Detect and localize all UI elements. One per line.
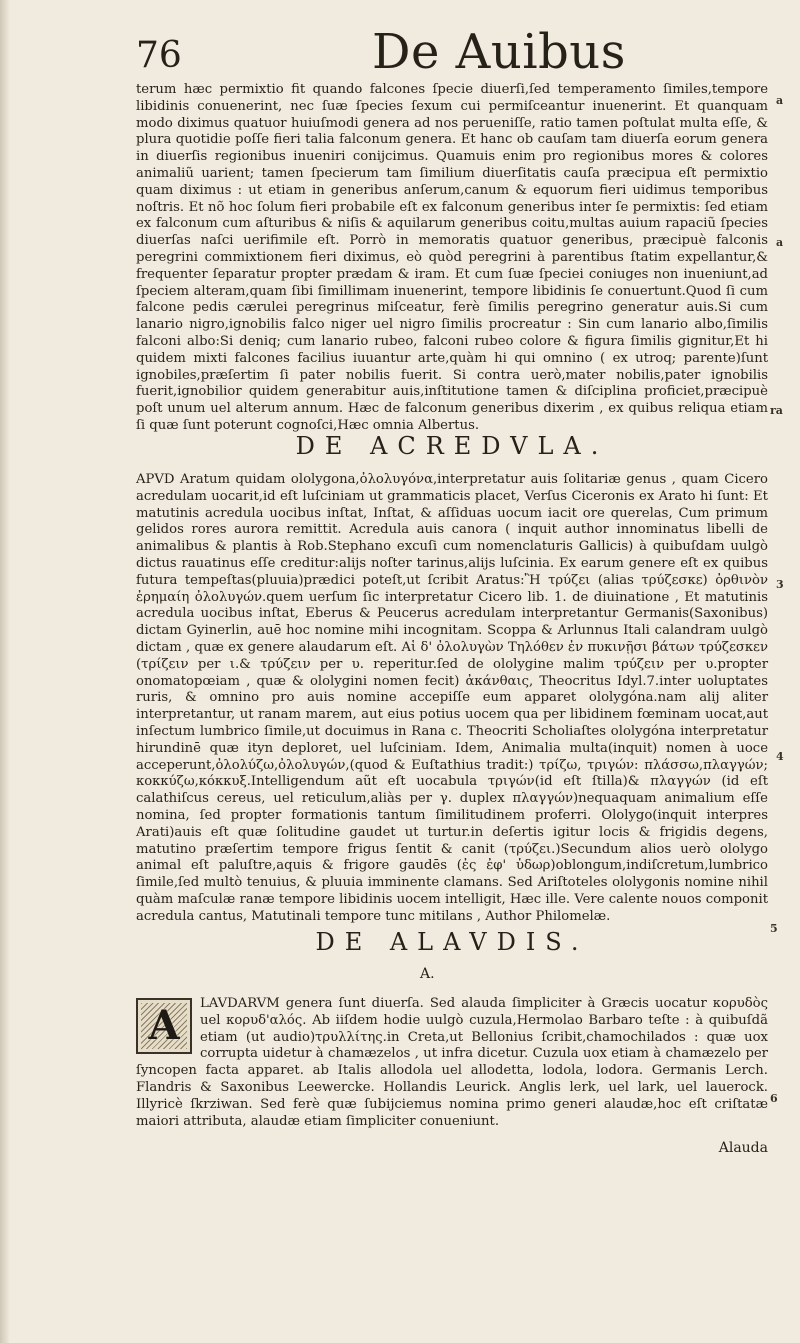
margin-mark: a — [776, 94, 784, 107]
initial-letter: A — [148, 1002, 180, 1049]
margin-mark: 5 — [770, 922, 778, 935]
heading-de-alaudis: DE ALAVDIS. — [315, 928, 589, 956]
decorated-initial — [136, 998, 192, 1054]
intro-text-block — [136, 82, 768, 435]
alaudis-text-block — [136, 996, 768, 1130]
catchword: Alauda — [718, 1140, 768, 1156]
running-title: De Auibus — [372, 24, 626, 80]
subheading-a: A. — [420, 966, 435, 982]
heading-de-acredula: DE ACREDVLA. — [295, 432, 609, 460]
intro-paragraph: terum hæc permixtio fit quando falcones ſpecie diuerſi,ſed temperamento ſimiles,tempore libidinis conuenerint, nec ſuæ ſpecies ſexum cui permiſceantur inuenerint. Et quanquam modo diximus quatuor huiuſmodi genera ad nos perueniſſe, ratio tamen poſtulat multa eſſe, & plura quotidie poſſe fieri talia falconum genera. Et hanc ob cauſam tam diuerſa eorum genera in diuerſis regionibus inueniri conijcimus. Quamuis enim pro regionibus mores & colores animaliũ uarient; tamen ſpecierum tam ſimilium diuerſitatis cauſa præcipua eſt permixtio quam diximus : ut etiam in generibus anſerum,canum & equorum fieri uidimus temporibus noſtris. Et nõ hoc ſolum fieri probabile eſt ex falconum generibus inter ſe permixtis: ſed etiam ex falconum cum aſturibus & niſis & aquilarum generibus coitu,multas auium rapaciũ ſpecies diuerſas naſci uerifimile eſt. Porrò in memoratis quatuor generibus, præcipuè falconis peregrini commixtionem fieri diximus, eò quòd peregrini à parentibus ſtatim expellantur,& frequenter ſeparatur propter prædam & iram. Et cum ſuæ ſpeciei coniuges non inueniunt,ad ſpeciem alteram,quam ſibi ſimillimam inuenerint, tempore libidinis ſe conuertunt.Quod ſi cum falcone pedis cærulei peregrinus miſceatur, ferè ſimilis peregrino generatur auis.Si cum lanario nigro,ignobilis falco niger uel nigro ſimilis procreatur : Sin cum lanario albo,ſimilis falconi albo:Si deniq; cum lanario rubeo, falconi rubeo colore & figura ſimilis gignitur,Et hi quidem mixti falcones facilius iuuantur arte,quàm hi qui omnino ( ex utroq; parente)ſunt ignobiles,præſertim ſi pater nobilis fuerit. Si contra uerò,mater nobilis,pater ignobilis fuerit,ignobilior quidem generabitur auis,inſtitutione tamen & diſciplina proficiet,præcipuè poſt unum uel alterum annum. Hæc de falconum generibus dixerim , ex quibus reliqua etiam ſi quæ ſunt poterunt cognoſci,Hæc omnia Albertus. — [136, 82, 768, 433]
margin-mark: a — [776, 236, 784, 249]
alaudis-paragraph: LAVDARVM genera ſunt diuerſa. Sed alauda ſimpliciter à Græcis uocatur κορυδὸς uel κορυδ'αλός. Ab iiſdem hodie uulgò cuzula,Hermolao Barbaro teſte : à quibuſdã etiam (ut audio)τρυλλίτης.in Creta,ut Bellonius ſcribit,chamochilados : quæ uox corrupta uidetur à chamæzelos , ut infra dicetur. Cuzula uox etiam à chamæzelo per ſyncopen facta apparet. ab Italis allodola uel allodetta, lodola, lodora. Germanis Lerch. Flandris & Saxonibus Leewercke. Hollandis Leurick. Anglis lerk, uel lark, uel lauerock. Illyricè ſkrziwan. Sed ferè quæ ſubijciemus nomina primo generi alaudæ,hoc eſt criſtatæ maiori attributa, alaudæ etiam ſimpliciter conueniunt. — [136, 996, 768, 1129]
margin-mark: 4 — [776, 750, 784, 763]
page-header — [136, 22, 776, 80]
margin-mark: ra — [770, 404, 783, 417]
margin-mark: 3 — [776, 578, 784, 591]
page-number: 76 — [136, 35, 182, 76]
acredula-text-block — [136, 472, 768, 926]
page-gutter-shadow — [0, 0, 10, 1343]
margin-mark: 6 — [770, 1092, 778, 1105]
acredula-paragraph: APVD Aratum quidam ololygona,ὀλολυγόνα,interpretatur auis ſolitariæ genus , quam Cicero acredulam uocarit,id eſt luſciniam ut grammaticis placet, Verſus Ciceronis ex Arato hi ſunt: Et matutinis acredula uocibus inſtat, Inſtat, & aſſiduas uocum iacit ore querelas, Cum primum gelidos rores aurora remittit. Acredula auis canora ( inquit author innominatus libelli de animalibus & plantis à Rob.Stephano excuſi cum nomenclaturis Gallicis) à quibuſdam uulgò dictus rauatinus eſſe creditur:alijs noſter tarinus,alijs luſcinia. Ex earum genere eſt ex quibus futura tempeſtas(pluuia)prædici poteſt,ut ſcribit Aratus:Ἢ τρύζει (alias τρύζεσκε) ὀρθινὸν ἐρημαίη ὀλολυγών.quem uerſum ſic interpretatur Cicero lib. 1. de diuinatione , Et matutinis acredula uocibus inſtat, Eberus & Peucerus acredulam interpretantur Germanis(Saxonibus) dictam Gyinerlin, auē hoc nomine mihi incognitam. Scoppa & Arlunnus Itali calandram uulgò dictam , quæ ex genere alaudarum eſt. Αἱ δ' ὀλολυγὼν Τηλόθεν ἐν πυκινῇσι βάτων τρύζεσκεν (τρίζειν per ι.& τρύζειν per υ. reperitur.ſed de ololygine malim τρύζειν per υ.propter onomatopœiam , quæ & ololygini nomen fecit) ἀκάνθαις, Theocritus Idyl.7.inter uoluptates ruris, & omnino pro auis nomine accepiſſe eum apparet ololygóna.nam alij aliter interpretantur, ut ranam marem, aut eius potius uocem qua per libidinem fœminam uocat,aut inſectum lumbrico ſimile,ut docuimus in Rana c. Theocriti Scholiaſtes ololygóna interpretatur hirundinē quæ ityn deploret, uel luſciniam. Idem, Animalia multa(inquit) nomen à uoce acceperunt,ὀλολύζω,ὀλολυγών,(quod & Euſtathius tradit:) τρίζω, τριγών: πλάσσω,πλαγγών; κοκκύζω,κόκκυξ.Intelligendum aũt eſt uocabula τριγών(id eſt ſtilla)& πλαγγών (id eſt calathiſcus cereus, uel reticulum,aliàs per γ. duplex πλαγγών)nequaquam animalium eſſe nomina, ſed propter formationis tantum ſimilitudinem proferri. Ololygo(inquit interpres Arati)auis eſt quæ ſolitudine gaudet ut turtur.in deſertis igitur locis & frigidis degens, matutino præſertim tempore frigus ſentit & canit (τρύζει.)Secundum alios uerò ololygo animal eſt paluſtre,aquis & frigore gaudēs (ἐς ἐφ' ὑδωρ)oblongum,indiſcretum,lumbrico ſimile,ſed multò tenuius, & pluuia imminente clamans. Sed Ariſtoteles ololygonis nomine nihil quàm maſculæ ranæ tempore libidinis uocem intelligit, Hæc ille. Vere calente nouos componit acredula cantus, Matutinali tempore tunc mitilans , Author Philomelæ. — [136, 472, 768, 924]
